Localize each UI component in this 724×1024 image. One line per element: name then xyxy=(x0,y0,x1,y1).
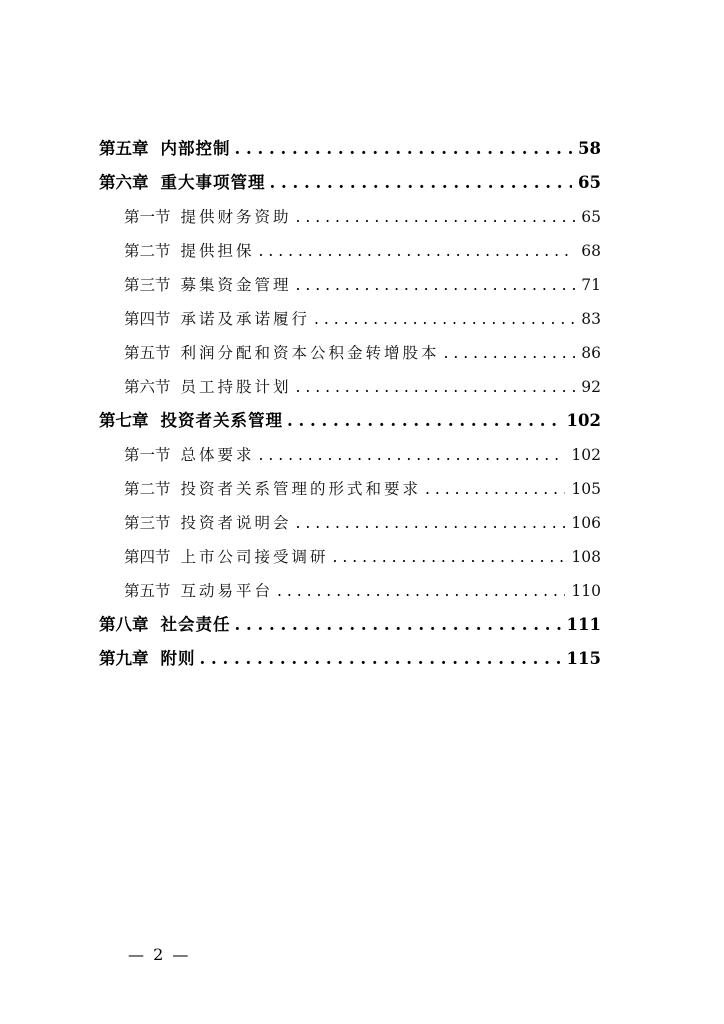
toc-section-entry[interactable] xyxy=(99,234,601,268)
dot-leader xyxy=(277,574,565,608)
toc-section-entry[interactable] xyxy=(99,200,601,234)
chapter-title: 投资者关系管理 xyxy=(160,411,283,430)
section-title: 利润分配和资本公积金转增股本 xyxy=(180,344,440,362)
chapter-title: 内部控制 xyxy=(160,139,231,158)
page-ref: 102 xyxy=(566,411,601,430)
dot-leader xyxy=(444,336,576,370)
page-ref: 111 xyxy=(566,615,601,634)
section-title: 员工持股计划 xyxy=(180,378,292,396)
page-ref: 92 xyxy=(581,378,601,396)
section-number: 第三节 xyxy=(124,276,171,294)
toc-section-entry[interactable] xyxy=(99,574,601,608)
toc-section-entry[interactable] xyxy=(99,268,601,302)
toc-section-entry[interactable] xyxy=(99,302,601,336)
dot-leader xyxy=(296,200,576,234)
section-number: 第四节 xyxy=(124,548,171,566)
dot-leader xyxy=(235,132,573,166)
section-title: 互动易平台 xyxy=(180,582,274,600)
section-number: 第三节 xyxy=(124,514,171,532)
toc-section-entry[interactable] xyxy=(99,336,601,370)
section-number: 第一节 xyxy=(124,208,171,226)
chapter-title: 重大事项管理 xyxy=(160,173,266,192)
dot-leader xyxy=(235,608,561,642)
section-number: 第五节 xyxy=(124,582,171,600)
section-number: 第一节 xyxy=(124,446,171,464)
section-title: 募集资金管理 xyxy=(180,276,292,294)
section-number: 第五节 xyxy=(124,344,171,362)
dot-leader xyxy=(296,370,576,404)
toc-section-entry[interactable] xyxy=(99,540,601,574)
dot-leader xyxy=(333,540,566,574)
toc-chapter-entry[interactable] xyxy=(99,404,601,438)
table-of-contents xyxy=(99,132,601,676)
dot-leader xyxy=(200,642,561,676)
dot-leader xyxy=(270,166,573,200)
page-ref: 105 xyxy=(571,480,601,498)
toc-chapter-entry[interactable] xyxy=(99,132,601,166)
section-number: 第二节 xyxy=(124,242,171,260)
section-title: 承诺及承诺履行 xyxy=(180,310,311,328)
page-ref: 108 xyxy=(571,548,601,566)
dot-leader xyxy=(296,268,576,302)
section-number: 第六节 xyxy=(124,378,171,396)
chapter-number: 第五章 xyxy=(99,139,149,158)
section-title: 上市公司接受调研 xyxy=(180,548,329,566)
chapter-title: 附则 xyxy=(160,649,196,668)
chapter-number: 第六章 xyxy=(99,173,149,192)
section-title: 投资者说明会 xyxy=(180,514,292,532)
toc-section-entry[interactable] xyxy=(99,472,601,506)
section-number: 第二节 xyxy=(124,480,171,498)
section-number: 第四节 xyxy=(124,310,171,328)
page-ref: 102 xyxy=(571,446,601,464)
page-ref: 83 xyxy=(581,310,601,328)
page-ref: 71 xyxy=(581,276,601,294)
chapter-number: 第八章 xyxy=(99,615,149,634)
chapter-number: 第九章 xyxy=(99,649,149,668)
toc-chapter-entry[interactable] xyxy=(99,642,601,676)
section-title: 提供担保 xyxy=(180,242,255,260)
section-title: 提供财务资助 xyxy=(180,208,292,226)
chapter-number: 第七章 xyxy=(99,411,149,430)
page-ref: 58 xyxy=(578,139,601,158)
dot-leader xyxy=(259,234,576,268)
toc-section-entry[interactable] xyxy=(99,506,601,540)
page-ref: 65 xyxy=(581,208,601,226)
toc-chapter-entry[interactable] xyxy=(99,608,601,642)
page-ref: 65 xyxy=(578,173,601,192)
section-title: 投资者关系管理的形式和要求 xyxy=(180,480,422,498)
page-number: — 2 — xyxy=(128,945,191,964)
dot-leader xyxy=(314,302,575,336)
page-ref: 115 xyxy=(566,649,601,668)
dot-leader xyxy=(296,506,566,540)
toc-section-entry[interactable] xyxy=(99,370,601,404)
dot-leader xyxy=(425,472,565,506)
dot-leader xyxy=(287,404,561,438)
toc-section-entry[interactable] xyxy=(99,438,601,472)
page-ref: 110 xyxy=(571,582,601,600)
dot-leader xyxy=(259,438,566,472)
page-ref: 68 xyxy=(581,242,601,260)
page-ref: 106 xyxy=(571,514,601,532)
page-ref: 86 xyxy=(581,344,601,362)
toc-chapter-entry[interactable] xyxy=(99,166,601,200)
chapter-title: 社会责任 xyxy=(160,615,231,634)
section-title: 总体要求 xyxy=(180,446,255,464)
